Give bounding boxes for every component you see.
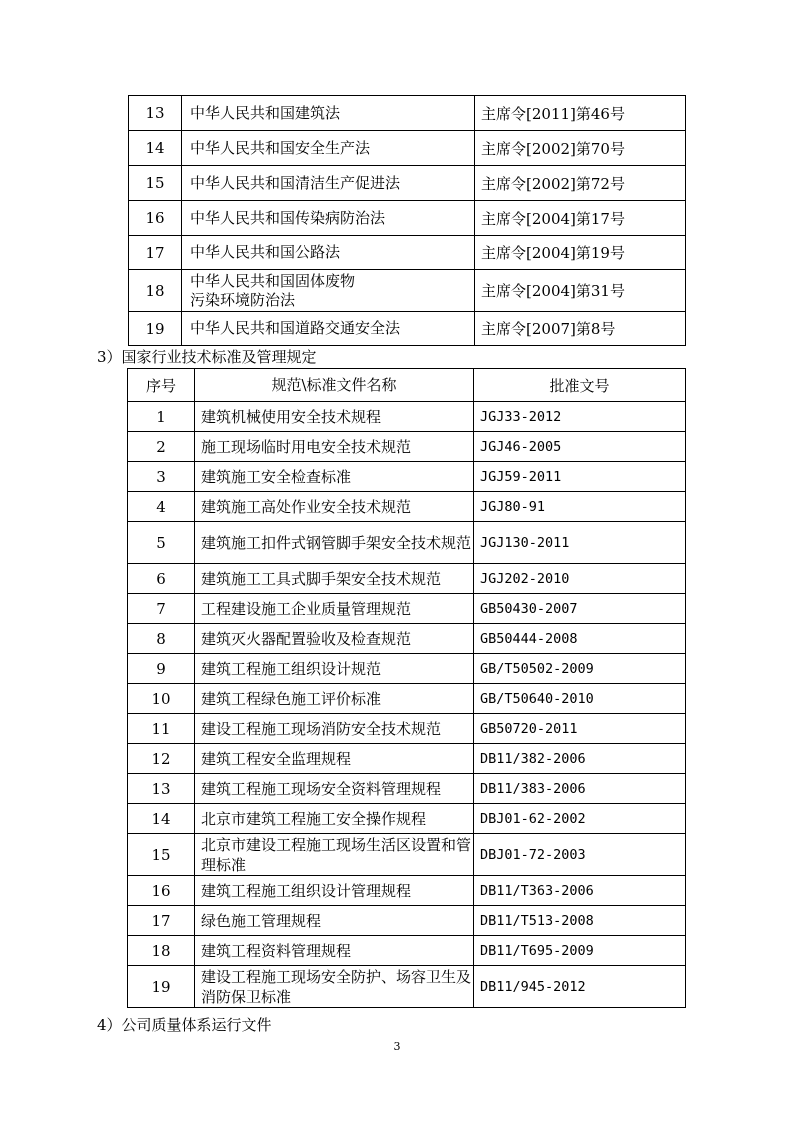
standard-serial-number: 10: [128, 684, 195, 714]
standards-table-body: [128, 402, 686, 1008]
standard-serial-number: 14: [128, 804, 195, 834]
standard-approval-number: DBJ01-62-2002: [474, 804, 686, 834]
standard-name: 工程建设施工企业质量管理规范: [195, 594, 474, 624]
law-serial-number: 14: [129, 131, 182, 166]
standard-approval-number: JGJ202-2010: [474, 564, 686, 594]
standard-name: 建筑施工安全检查标准: [195, 462, 474, 492]
standard-row: [128, 714, 686, 744]
law-decree-number: 主席令[2004]第19号: [475, 236, 686, 270]
law-row: [129, 312, 686, 346]
standard-name: 施工现场临时用电安全技术规范: [195, 432, 474, 462]
standard-approval-number: DB11/945-2012: [474, 966, 686, 1008]
standard-approval-number: DB11/T695-2009: [474, 936, 686, 966]
standard-approval-number: JGJ80-91: [474, 492, 686, 522]
standard-serial-number: 18: [128, 936, 195, 966]
standard-row: [128, 936, 686, 966]
standard-serial-number: 17: [128, 906, 195, 936]
standard-name: 北京市建筑工程施工安全操作规程: [195, 804, 474, 834]
standard-name: 北京市建设工程施工现场生活区设置和管理标准: [195, 834, 474, 876]
law-name: 中华人民共和国固体废物 污染环境防治法: [182, 270, 475, 312]
standard-row: [128, 594, 686, 624]
standards-header-row: [128, 369, 686, 402]
standard-name: 建筑灭火器配置验收及检查规范: [195, 624, 474, 654]
standard-row: [128, 876, 686, 906]
standard-approval-number: JGJ130-2011: [474, 522, 686, 564]
law-name: 中华人民共和国安全生产法: [182, 131, 475, 166]
standard-serial-number: 16: [128, 876, 195, 906]
page-number: 3: [393, 1040, 401, 1053]
standard-row: [128, 804, 686, 834]
law-serial-number: 18: [129, 270, 182, 312]
standard-serial-number: 6: [128, 564, 195, 594]
law-serial-number: 19: [129, 312, 182, 346]
law-decree-number: 主席令[2011]第46号: [475, 96, 686, 131]
standard-approval-number: DB11/T513-2008: [474, 906, 686, 936]
laws-table-body: [129, 96, 686, 346]
standard-approval-number: DB11/383-2006: [474, 774, 686, 804]
standard-row: [128, 462, 686, 492]
law-row: [129, 166, 686, 201]
section-4-heading: 4）公司质量体系运行文件: [97, 1016, 272, 1034]
standard-approval-number: GB50720-2011: [474, 714, 686, 744]
standard-row: [128, 522, 686, 564]
laws-table: [128, 95, 686, 346]
law-decree-number: 主席令[2002]第72号: [475, 166, 686, 201]
standard-row: [128, 966, 686, 1008]
standard-serial-number: 1: [128, 402, 195, 432]
standard-approval-number: JGJ33-2012: [474, 402, 686, 432]
law-row: [129, 131, 686, 166]
standard-row: [128, 624, 686, 654]
standard-name: 建筑施工扣件式钢管脚手架安全技术规范: [195, 522, 474, 564]
standard-serial-number: 2: [128, 432, 195, 462]
standard-serial-number: 13: [128, 774, 195, 804]
standard-approval-number: GB50444-2008: [474, 624, 686, 654]
standard-row: [128, 402, 686, 432]
law-serial-number: 16: [129, 201, 182, 236]
law-row: [129, 96, 686, 131]
standard-approval-number: DB11/382-2006: [474, 744, 686, 774]
standard-serial-number: 19: [128, 966, 195, 1008]
standard-row: [128, 906, 686, 936]
standard-approval-number: GB/T50640-2010: [474, 684, 686, 714]
standard-name: 建筑工程绿色施工评价标准: [195, 684, 474, 714]
law-row: [129, 270, 686, 312]
law-name: 中华人民共和国公路法: [182, 236, 475, 270]
standard-row: [128, 744, 686, 774]
standard-name: 绿色施工管理规程: [195, 906, 474, 936]
section-3-heading: 3）国家行业技术标准及管理规定: [97, 348, 317, 366]
law-decree-number: 主席令[2004]第17号: [475, 201, 686, 236]
standards-table: [127, 368, 686, 1008]
standard-approval-number: DB11/T363-2006: [474, 876, 686, 906]
header-document-name: 规范\标准文件名称: [195, 369, 474, 402]
law-decree-number: 主席令[2007]第8号: [475, 312, 686, 346]
header-approval-number: 批准文号: [474, 369, 686, 402]
standard-name: 建筑工程施工组织设计规范: [195, 654, 474, 684]
law-row: [129, 236, 686, 270]
standard-serial-number: 8: [128, 624, 195, 654]
standard-approval-number: GB50430-2007: [474, 594, 686, 624]
standard-name: 建筑施工高处作业安全技术规范: [195, 492, 474, 522]
law-name: 中华人民共和国道路交通安全法: [182, 312, 475, 346]
law-name: 中华人民共和国清洁生产促进法: [182, 166, 475, 201]
law-name: 中华人民共和国建筑法: [182, 96, 475, 131]
standard-name: 建筑机械使用安全技术规程: [195, 402, 474, 432]
standard-row: [128, 432, 686, 462]
standard-row: [128, 654, 686, 684]
header-serial-number: 序号: [128, 369, 195, 402]
standard-name: 建设工程施工现场安全防护、场容卫生及消防保卫标准: [195, 966, 474, 1008]
law-serial-number: 13: [129, 96, 182, 131]
standard-serial-number: 5: [128, 522, 195, 564]
law-row: [129, 201, 686, 236]
standard-serial-number: 4: [128, 492, 195, 522]
standard-approval-number: DBJ01-72-2003: [474, 834, 686, 876]
standard-name: 建设工程施工现场消防安全技术规范: [195, 714, 474, 744]
law-decree-number: 主席令[2002]第70号: [475, 131, 686, 166]
standard-serial-number: 15: [128, 834, 195, 876]
law-serial-number: 15: [129, 166, 182, 201]
law-name: 中华人民共和国传染病防治法: [182, 201, 475, 236]
standard-approval-number: JGJ46-2005: [474, 432, 686, 462]
standard-row: [128, 834, 686, 876]
standard-serial-number: 12: [128, 744, 195, 774]
standard-approval-number: JGJ59-2011: [474, 462, 686, 492]
standard-serial-number: 3: [128, 462, 195, 492]
standard-row: [128, 774, 686, 804]
standard-approval-number: GB/T50502-2009: [474, 654, 686, 684]
standard-name: 建筑施工工具式脚手架安全技术规范: [195, 564, 474, 594]
standard-row: [128, 492, 686, 522]
standard-name: 建筑工程安全监理规程: [195, 744, 474, 774]
standard-name: 建筑工程施工现场安全资料管理规程: [195, 774, 474, 804]
standard-serial-number: 11: [128, 714, 195, 744]
standard-serial-number: 7: [128, 594, 195, 624]
standard-row: [128, 564, 686, 594]
law-serial-number: 17: [129, 236, 182, 270]
standard-name: 建筑工程施工组织设计管理规程: [195, 876, 474, 906]
standard-row: [128, 684, 686, 714]
law-decree-number: 主席令[2004]第31号: [475, 270, 686, 312]
standard-serial-number: 9: [128, 654, 195, 684]
standard-name: 建筑工程资料管理规程: [195, 936, 474, 966]
